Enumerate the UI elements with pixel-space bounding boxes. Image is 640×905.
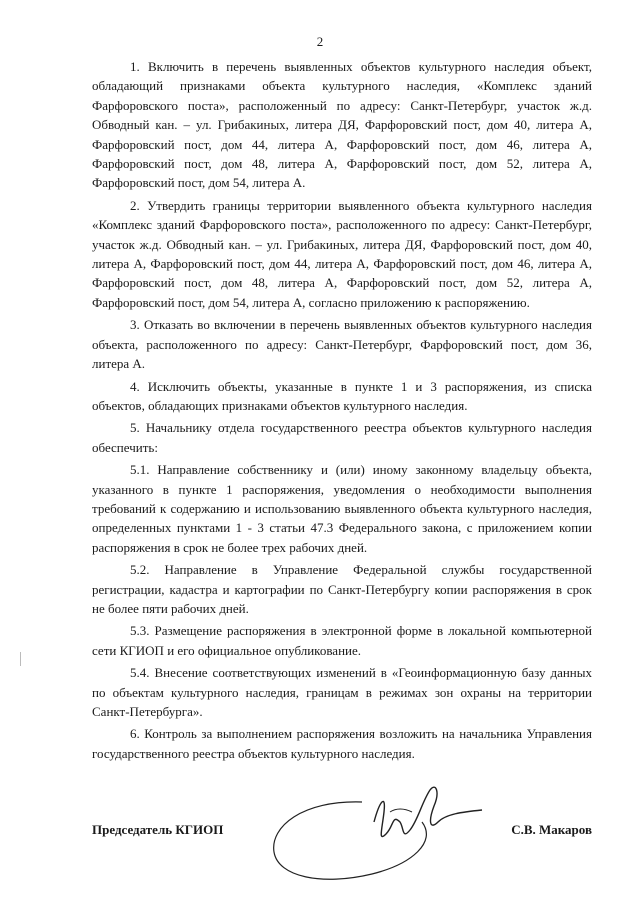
signer-name: С.В. Макаров: [511, 822, 592, 837]
paragraph-4: 4. Исключить объекты, указанные в пункте 1 и 3 распоряжения, из списка объектов, обладающих признаками объектов культурного наследия.: [92, 378, 592, 413]
paragraph-3: 3. Отказать во включении в перечень выявленных объектов культурного наследия объекта, расположенного по адресу: Санкт-Петербург, Фарфоровский пост, дом 36, литера А.: [92, 317, 592, 372]
paragraph-5-3: 5.3. Размещение распоряжения в электронной форме в локальной компьютерной сети КГИОП и его официальное опубликование.: [92, 623, 592, 658]
paragraph-2: 2. Утвердить границы территории выявленного объекта культурного наследия «Комплекс зданий Фарфоровского поста», расположенного по адресу: Санкт-Петербург, участок ж.д. Обводный кан. – ул. Грибакиных, литера ДЯ, Фарфоровский пост, дом 40, литера А, Фарфоровский пост, дом 44, литера А, Фарфоровский пост, дом 46, литера А, Фарфоровский пост, дом 48, литера А, Фарфоровский пост, дом 52, литера А, Фарфоровский пост, дом 54, литера А, согласно приложению к распоряжению.: [92, 197, 592, 310]
paragraph-5-1: 5.1. Направление собственнику и (или) иному законному владельцу объекта, указанного в пункте 1 распоряжения, уведомления о необходимости выполнения требований к содержанию и использованию выявленного объекта культурного наследия, определенных пунктами 1 - 3 статьи 47.3 Федерального закона, с приложением копии распоряжения в срок не более трех рабочих дней.: [92, 462, 592, 555]
paragraph-1: 1. Включить в перечень выявленных объектов культурного наследия объект, обладающий признаками объекта культурного наследия, «Комплекс зданий Фарфоровского поста», расположенный по адресу: Санкт-Петербург, участок ж.д. Обводный кан. – ул. Грибакиных, литера ДЯ, Фарфоровский пост, дом 40, литера А, Фарфоровский пост, дом 44, литера А, Фарфоровский пост, дом 46, литера А, Фарфоровский пост, дом 48, литера А, Фарфоровский пост, дом 52, литера А, Фарфоровский пост, дом 54, литера А.: [92, 59, 592, 191]
signature-block: [92, 822, 592, 846]
paragraph-6: 6. Контроль за выполнением распоряжения возложить на начальника Управления государственного реестра объектов культурного наследия.: [92, 726, 592, 761]
signer-title: Председатель КГИОП: [92, 822, 224, 837]
document-body: [92, 57, 592, 766]
page-number: 2: [316, 34, 324, 49]
paragraph-5-2: 5.2. Направление в Управление Федеральной службы государственной регистрации, кадастра и картографии по Санкт-Петербургу копии распоряжения в срок не более пяти рабочих дней.: [92, 562, 592, 616]
paragraph-5-4: 5.4. Внесение соответствующих изменений в «Геоинформационную базу данных по объектам культурного наследия, границам в режимах зон охраны на территории Санкт-Петербурга».: [92, 665, 592, 719]
paragraph-5: 5. Начальнику отдела государственного реестра объектов культурного наследия обеспечить:: [92, 420, 592, 455]
margin-mark: [20, 652, 21, 666]
